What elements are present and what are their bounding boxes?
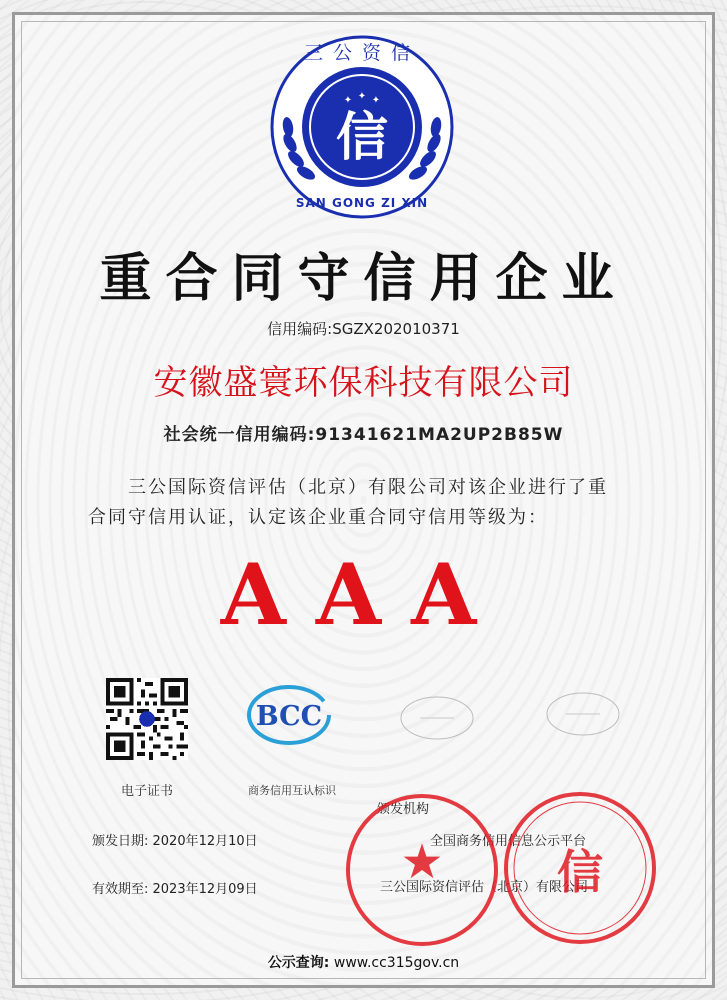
bcc-logo [244, 680, 334, 750]
logo-bottom-text: SAN GONG ZI XIN [295, 196, 429, 210]
bcc-logo-text: BCC [255, 701, 323, 732]
bcc-label: 商务信用互认标识 [248, 784, 336, 797]
svg-text:✦: ✦ [371, 95, 381, 106]
issuer-label: 颁发机构 [377, 802, 430, 817]
logo-center-char: 信 [335, 107, 389, 168]
issuer-company: 三公国际资信评估（北京）有限公司 [380, 880, 589, 895]
social-credit-code: 社会统一信用编码:91341621MA2UP2B85W [163, 425, 564, 445]
faint-stamp [544, 690, 622, 738]
credit-code: 信用编码:SGZX202010371 [267, 320, 460, 338]
qr-code[interactable] [106, 678, 188, 760]
query-label: 公示查询: [267, 955, 330, 971]
svg-text:✦: ✦ [343, 95, 353, 106]
qr-label: 电子证书 [120, 784, 173, 799]
query-url[interactable]: www.cc315gov.cn [333, 955, 460, 971]
credit-rating: AAA [220, 545, 507, 644]
issuer-platform: 全国商务信用信息公示平台 [430, 834, 587, 849]
certification-statement [88, 473, 648, 533]
svg-text:★: ★ [400, 834, 444, 890]
sangong-zixin-logo [268, 33, 456, 221]
logo-top-text: 三公资信 [303, 42, 421, 64]
svg-text:✦: ✦ [357, 91, 367, 102]
certificate-title: 重合同守信用企业 [99, 248, 628, 309]
public-query [0, 952, 727, 972]
issue-date: 颁发日期: 2020年12月10日 [92, 834, 258, 849]
statement-line-2: 合同守信用认证，认定该企业重合同守信用等级为： [88, 507, 548, 528]
statement-line-1: 三公国际资信评估（北京）有限公司对该企业进行了重 [128, 477, 608, 498]
company-seal [342, 790, 502, 950]
faint-stamp [398, 694, 476, 742]
company-name: 安徽盛寰环保科技有限公司 [153, 363, 574, 403]
svg-text:信: 信 [557, 845, 603, 899]
valid-until-date: 有效期至: 2023年12月09日 [92, 882, 258, 897]
platform-seal [500, 788, 660, 948]
